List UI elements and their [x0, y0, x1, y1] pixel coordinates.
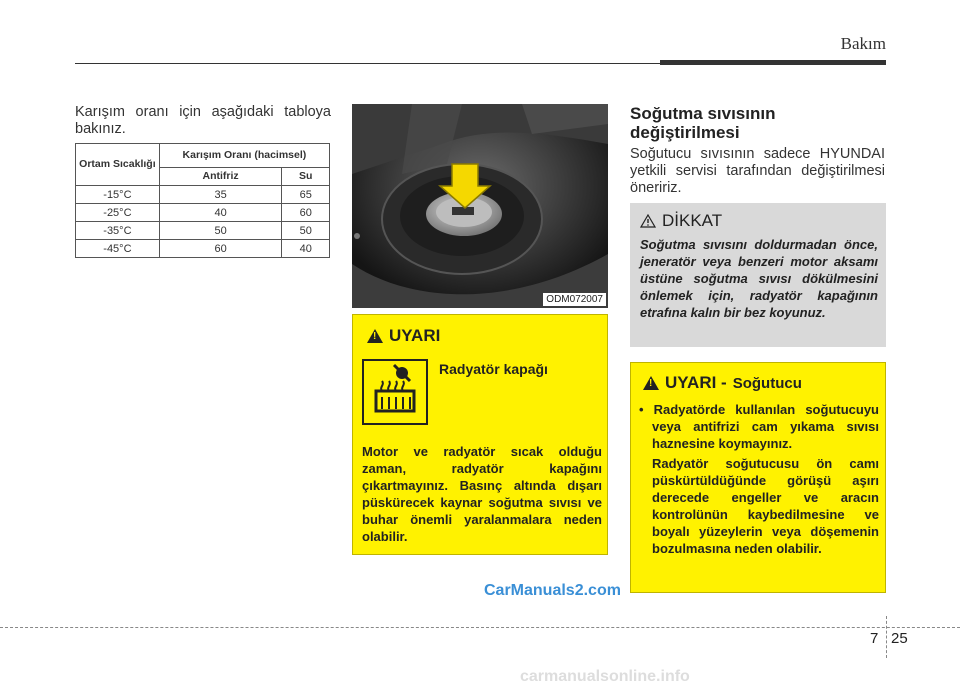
section-body: Soğutucu sıvısının sadece HYUNDAI yetkili servisi tarafından değiştirilmesi öneririz.: [630, 146, 885, 196]
list-item: • Radyatörde kullanılan soğutucuyu veya antifrizi cam yıkama sıvısı haznesine koymayınız.: [639, 402, 879, 451]
footer-divider: [886, 616, 887, 658]
caution-title-text: DİKKAT: [662, 211, 723, 230]
radiator-cap-label: Radyatör kapağı: [439, 361, 548, 377]
section-heading: Soğutma sıvısının değiştirilmesi: [630, 104, 776, 142]
watermark-link[interactable]: CarManuals2.com: [484, 582, 621, 599]
table-cell-water: 60: [282, 204, 330, 222]
table-cell-temp: -45°C: [76, 240, 160, 258]
table-cell-temp: -25°C: [76, 204, 160, 222]
header-rule-thick: [660, 60, 886, 65]
warning-title: [367, 326, 440, 346]
page-header-title: Bakım: [840, 34, 886, 53]
table-row: [76, 240, 330, 258]
table-cell-antifreeze: 50: [159, 222, 282, 240]
page-number: 25: [891, 630, 908, 647]
table-cell-water: 40: [282, 240, 330, 258]
table-cell-antifreeze: 40: [159, 204, 282, 222]
table-cell-temp: -15°C: [76, 186, 160, 204]
mixture-ratio-table: [75, 143, 330, 258]
intro-paragraph: Karışım oranı için aşağıdaki tabloya bakınız.: [75, 104, 331, 137]
radiator-cap-warning-box: [352, 314, 608, 555]
table-header-water: Su: [282, 168, 330, 186]
warning-bullet-list: [639, 401, 879, 557]
table-header-antifreeze: Antifriz: [159, 168, 282, 186]
table-cell-temp: -35°C: [76, 222, 160, 240]
coolant-warning-box: [630, 362, 886, 593]
table-row: [76, 186, 330, 204]
warning-triangle-icon: [643, 376, 659, 390]
bottom-watermark: carmanualsonline.info: [520, 668, 690, 685]
warning-triangle-icon: [367, 329, 383, 343]
table-row: [76, 222, 330, 240]
header-rule-thin: [75, 63, 660, 64]
warning-title-text: UYARI: [389, 326, 441, 345]
table-row: [76, 204, 330, 222]
warning-title-text: UYARI -: [665, 373, 727, 392]
warning-title: [643, 373, 802, 393]
warning-body: Motor ve radyatör sıcak olduğu zaman, radyatör kapağını çıkartmayınız. Basınç altında dışarı püskürecek kaynar soğutma sıvısı ve buhar önemli yaralanmalara neden olabilir.: [362, 444, 602, 544]
caution-box: [630, 203, 886, 347]
chapter-number: 7: [870, 630, 879, 647]
table-header-ratio: Karışım Oranı (hacimsel): [159, 144, 329, 168]
bullet-text: Radyatörde kullanılan soğutucuyu veya antifrizi cam yıkama sıvısı haznesine koymayınız.: [652, 402, 879, 451]
table-cell-water: 65: [282, 186, 330, 204]
hot-radiator-icon: [362, 359, 428, 425]
radiator-cap-illustration: [352, 104, 608, 308]
footer-rule: [0, 627, 960, 628]
caution-title: [640, 211, 722, 231]
table-cell-water: 50: [282, 222, 330, 240]
radiator-cap-photo: [352, 104, 608, 308]
caution-body: Soğutma sıvısını doldurmadan önce, jeneratör veya benzeri motor aksamı üstüne soğutma sıvısı dökülmesini önlemek için, radyatör kapağının etrafına kalın bir bez koyunuz.: [640, 237, 878, 320]
table-cell-antifreeze: 60: [159, 240, 282, 258]
list-item-continuation: Radyatör soğutucusu ön camı püskürtüldüğünde görüşü aşırı derecede engeller ve aracın kontrolünün kaybedilmesine ve boyalı yüzeylerin veya döşemenin bozulmasına neden olabilir.: [652, 456, 879, 556]
table-cell-antifreeze: 35: [159, 186, 282, 204]
caution-triangle-icon: [640, 214, 656, 228]
warning-subtitle: Soğutucu: [732, 374, 802, 392]
figure-code: ODM072007: [543, 293, 606, 306]
table-header-temperature: Ortam Sıcaklığı: [76, 144, 160, 186]
